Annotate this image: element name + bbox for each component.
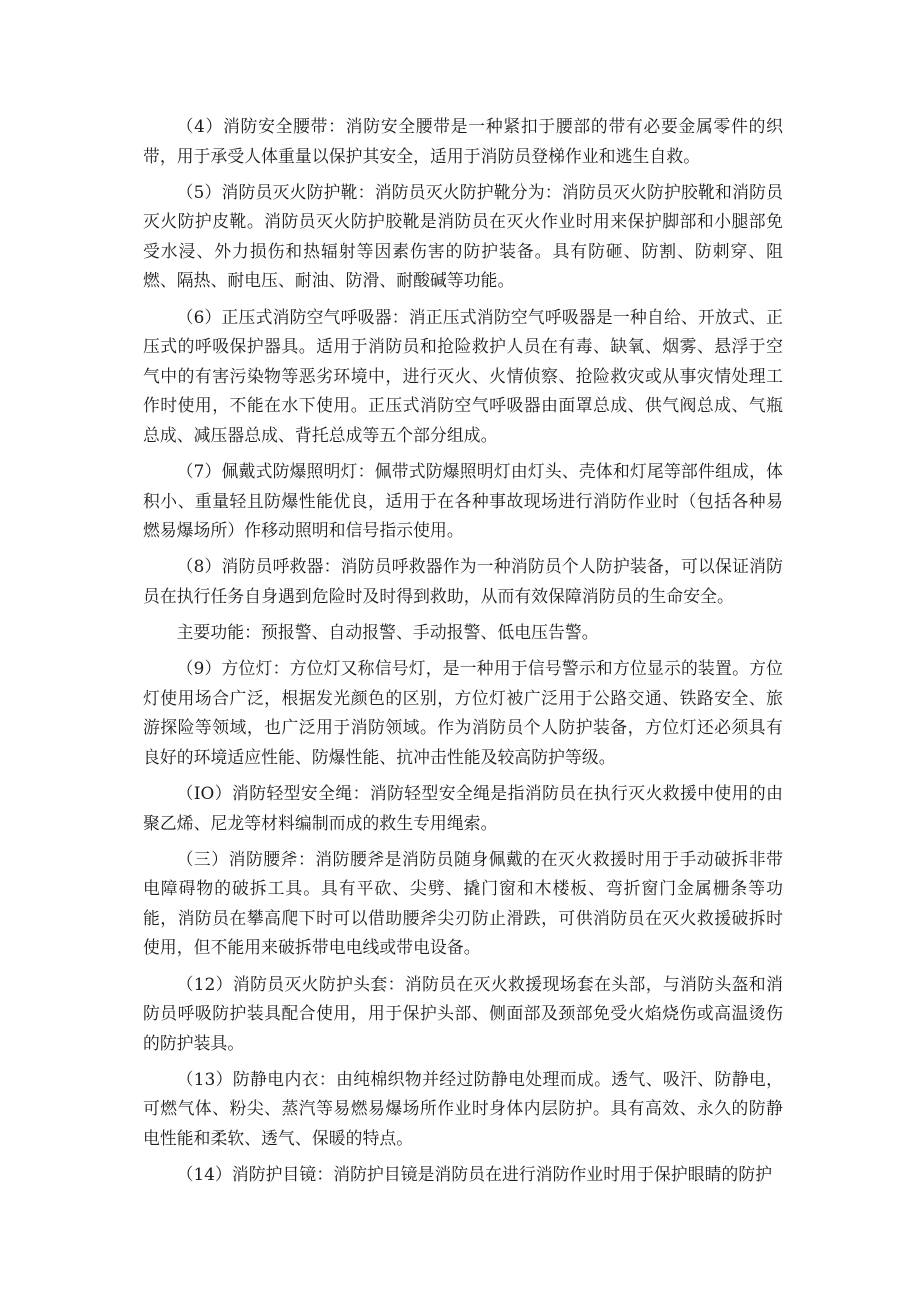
paragraph-direction-light: （9）方位灯：方位灯又称信号灯，是一种用于信号警示和方位显示的装置。方位灯使用场合广泛，根据发光颜色的区别，方位灯被广泛用于公路交通、铁路安全、旅游探险等领域，也广泛用于消防领域。作为消防员个人防护装备，方位灯还必须具有良好的环境适应性能、防爆性能、抗冲击性能及较高防护等级。 (143, 658, 783, 767)
paragraph-waist-axe: （三）消防腰斧：消防腰斧是消防员随身佩戴的在灭火救援时用于手动破拆非带电障碍物的破拆工具。具有平砍、尖劈、撬门窗和木楼板、弯折窗门金属栅条等功能，消防员在攀高爬下时可以借助腰斧尖刃防止滑跌，可供消防员在灭火救援破拆时使用，但不能用来破拆带电电线或带电设备。 (143, 848, 783, 958)
paragraph-firefighting-boots: （5）消防员灭火防护靴：消防员灭火防护靴分为：消防员灭火防护胶靴和消防员灭火防护皮靴。消防员灭火防护胶靴是消防员在灭火作业时用来保护脚部和小腿部免受水浸、外力损伤和热辐射等因素伤害的防护装备。具有防砸、防割、防刺穿、阻燃、隔热、耐电压、耐油、防滑、耐酸碱等功能。 (143, 181, 783, 291)
paragraph-main-functions: 主要功能：预报警、自动报警、手动报警、低电压告警。 (176, 622, 599, 642)
paragraph-distress-signal-unit: （8）消防员呼救器：消防员呼救器作为一种消防员个人防护装备，可以保证消防员在执行任务自身遇到危险时及时得到救助，从而有效保障消防员的生命安全。 (143, 556, 783, 606)
paragraph-safety-rope: （IO）消防轻型安全绳：消防轻型安全绳是指消防员在执行灭火救援中使用的由聚乙烯、尼龙等材料编制而成的救生专用绳索。 (143, 782, 783, 833)
paragraph-explosion-proof-light: （7）佩戴式防爆照明灯：佩带式防爆照明灯由灯头、壳体和灯尾等部件组成，体积小、重量轻且防爆性能优良，适用于在各种事故现场进行消防作业时（包括各种易燃易爆场所）作移动照明和信号指示使用。 (143, 461, 783, 541)
paragraph-breathing-apparatus: （6）正压式消防空气呼吸器：消正压式消防空气呼吸器是一种自给、开放式、正压式的呼吸保护器具。适用于消防员和抢险救护人员在有毒、缺氧、烟雾、悬浮于空气中的有害污染物等恶劣环境中，进行灭火、火情侦察、抢险救灾或从事灾情处理工作时使用，不能在水下使用。正压式消防空气呼吸器由面罩总成、供气阀总成、气瓶总成、减压器总成、背托总成等五个部分组成。 (143, 306, 783, 445)
document-body (143, 112, 783, 1190)
paragraph-safety-belt: （4）消防安全腰带：消防安全腰带是一种紧扣于腰部的带有必要金属零件的织带，用于承受人体重量以保护其安全，适用于消防员登梯作业和逃生自救。 (143, 116, 783, 166)
paragraph-goggles: （14）消防护目镜：消防护目镜是消防员在进行消防作业时用于保护眼睛的防护 (176, 1164, 773, 1185)
paragraph-antistatic-underwear: （13）防静电内衣：由纯棉织物并经过防静电处理而成。透气、吸汗、防静电，可燃气体、粉尖、蒸汽等易燃易爆场所作业时身体内层防护。具有高效、永久的防静电性能和柔软、透气、保暖的特点。 (143, 1068, 783, 1148)
paragraph-protective-hood: （12）消防员灭火防护头套：消防员在灭火救援现场套在头部，与消防头盔和消防员呼吸防护装具配合使用，用于保护头部、侧面部及颈部免受火焰烧伤或高温烫伤的防护装具。 (143, 973, 783, 1053)
